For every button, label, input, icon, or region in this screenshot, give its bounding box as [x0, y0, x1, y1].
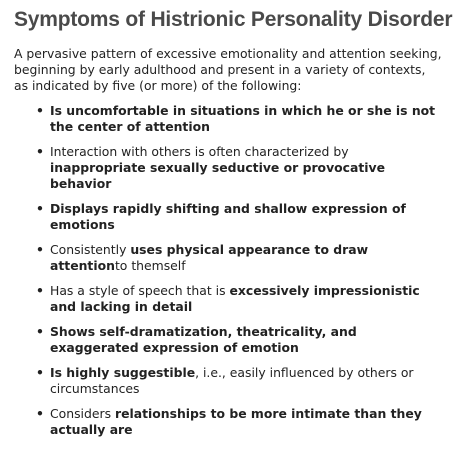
list-item — [36, 242, 446, 274]
bullet-icon: • — [36, 201, 44, 216]
criterion-emphasis: inappropriate sexually seductive or provocative behavior — [50, 160, 386, 191]
criterion-text: Considers — [50, 406, 115, 421]
list-item — [36, 283, 446, 315]
criterion-text: , i.e., easily influenced by others or circumstances — [50, 365, 414, 396]
criterion-emphasis: excessively impressionistic and lacking in detail — [50, 283, 420, 314]
bullet-icon: • — [36, 144, 44, 159]
bullet-icon: • — [36, 283, 44, 298]
bullet-icon: • — [36, 324, 44, 339]
criteria-list — [14, 103, 446, 438]
bullet-icon: • — [36, 365, 44, 380]
criterion-text: Interaction with others is often characterized by — [50, 144, 349, 159]
criterion-emphasis: relationships to be more intimate than they actually are — [50, 406, 422, 437]
list-item — [36, 365, 446, 397]
list-item — [36, 144, 446, 192]
bullet-icon: • — [36, 103, 44, 118]
list-item — [36, 103, 446, 135]
criterion-text: to themself — [114, 258, 186, 273]
page-title: Symptoms of Histrionic Personality Disorder — [14, 8, 453, 31]
criterion-emphasis: Is uncomfortable in situations in which he or she is not the center of attention — [50, 103, 436, 134]
intro-paragraph: A pervasive pattern of excessive emotionality and attention seeking, beginning by early adulthood and present in a variety of contexts, as indicated by five (or more) of the following: — [14, 46, 442, 93]
criterion-emphasis: Shows self-dramatization, theatricality, and exaggerated expression of emotion — [50, 324, 357, 355]
bullet-icon: • — [36, 242, 44, 257]
list-item — [36, 406, 446, 438]
criterion-emphasis: Is highly suggestible — [50, 365, 196, 380]
list-item — [36, 324, 446, 356]
bullet-icon: • — [36, 406, 44, 421]
criterion-emphasis: Displays rapidly shifting and shallow expression of emotions — [50, 201, 406, 232]
criterion-emphasis: uses physical appearance to draw attention — [50, 242, 369, 273]
criterion-text: Has a style of speech that is — [50, 283, 230, 298]
criterion-text: Consistently — [50, 242, 131, 257]
list-item — [36, 201, 446, 233]
